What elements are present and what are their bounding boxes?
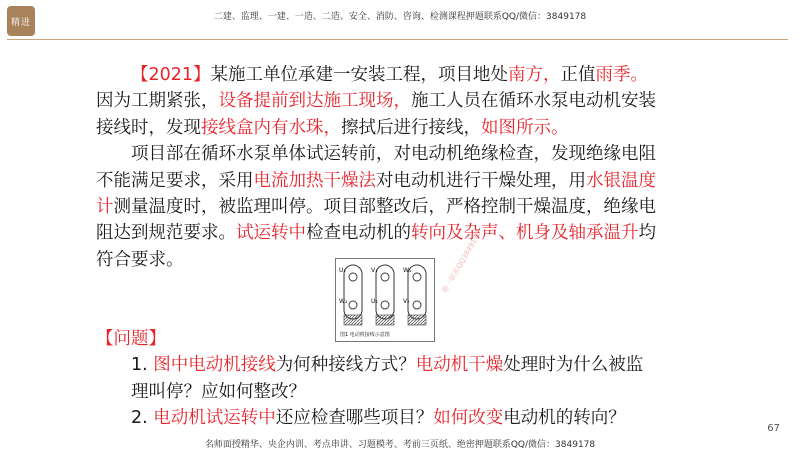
text-segment: 还应检查哪些项目？ bbox=[275, 408, 434, 429]
questions-heading: 【问题】 bbox=[96, 329, 166, 349]
text-segment: 电动机干燥 bbox=[415, 355, 504, 376]
watermark-text: 唯一联系QQ3849178 bbox=[440, 229, 483, 295]
text-segment: 某施工单位承建一安装工程，项目地处 bbox=[210, 65, 509, 85]
text-segment: 项目部在循环水泵单体试运转前，对电动机绝缘检查，发现绝缘电阻不能满足要求，采用 bbox=[96, 144, 656, 191]
text-segment: 试运转中 bbox=[236, 223, 306, 244]
text-segment: 电流加热干燥法 bbox=[253, 170, 376, 191]
label-bottom-3: V₂ bbox=[403, 298, 410, 305]
text-segment: 电动机试运转中 bbox=[153, 408, 276, 429]
terminal-column-2 bbox=[376, 265, 394, 325]
text-segment: 1. bbox=[131, 355, 154, 376]
terminal-column-1 bbox=[344, 265, 362, 325]
questions-section bbox=[96, 326, 656, 432]
text-segment: 2. bbox=[131, 408, 154, 429]
text-segment: 图中电动机接线 bbox=[153, 355, 276, 376]
header-contact-text: 二建、监理、一建、一造、二造、安全、消防、咨询、检测课程押题联系QQ/微信：3849178 bbox=[213, 12, 587, 22]
text-segment: 雨季。 bbox=[595, 65, 649, 85]
text-segment: 正值 bbox=[560, 65, 596, 85]
test-paragraph bbox=[96, 141, 656, 273]
label-bottom-2: U₂ bbox=[371, 298, 378, 305]
text-segment: 【2021】 bbox=[131, 65, 211, 85]
brand-badge-text: 精进 bbox=[10, 17, 31, 28]
text-segment: 电动机的转向？ bbox=[503, 408, 626, 429]
text-segment: 对电动机进行干燥处理，用 bbox=[376, 170, 586, 191]
text-segment: 测量温度时，被监理叫停。项目部整改后，严格控制干燥温度，绝缘电阻达到规范要求。 bbox=[96, 197, 656, 244]
terminal-column-3 bbox=[408, 265, 426, 325]
label-top-3: W₁ bbox=[403, 267, 412, 274]
text-segment: 处理时为什么被监理叫停？应如何整改？ bbox=[131, 355, 644, 402]
label-bottom-1: W₂ bbox=[339, 298, 348, 305]
intro-paragraph bbox=[96, 62, 656, 141]
text-segment: 为何种接线方式？ bbox=[275, 355, 416, 376]
text-segment: 因为工期紧张， bbox=[96, 91, 219, 112]
text-segment: 水银温度计 bbox=[96, 170, 656, 218]
text-segment: 施工人员在循环水泵电动机安装接线时，发现 bbox=[96, 91, 656, 138]
figure-caption: 图1 电动机接线示意图 bbox=[340, 332, 390, 338]
footer-contact-text: 名师面授精华、央企内训、考点串讲、习题模考、考前三页纸、绝密押题联系QQ/微信：3849178 bbox=[204, 440, 596, 450]
question-2 bbox=[96, 405, 656, 431]
text-segment: 均符合要求。 bbox=[96, 223, 656, 270]
header-divider bbox=[7, 39, 788, 40]
text-segment: 转向及杂声、机身及轴承温升 bbox=[411, 223, 639, 244]
label-top-2: V₁ bbox=[371, 267, 378, 274]
question-1 bbox=[96, 352, 656, 405]
text-segment: 南方， bbox=[508, 65, 561, 85]
text-segment: 设备提前到达施工现场， bbox=[218, 91, 411, 112]
text-segment: 接线盒内有水珠， bbox=[201, 117, 341, 138]
text-segment: 检查电动机的 bbox=[306, 223, 411, 244]
text-segment: 如何改变 bbox=[433, 408, 504, 429]
case-text bbox=[96, 62, 656, 273]
label-top-1: U₁ bbox=[339, 267, 346, 274]
page-number: 67 bbox=[767, 423, 780, 434]
text-segment: 擦拭后进行接线， bbox=[341, 117, 481, 138]
text-segment: 如图所示。 bbox=[481, 117, 569, 138]
